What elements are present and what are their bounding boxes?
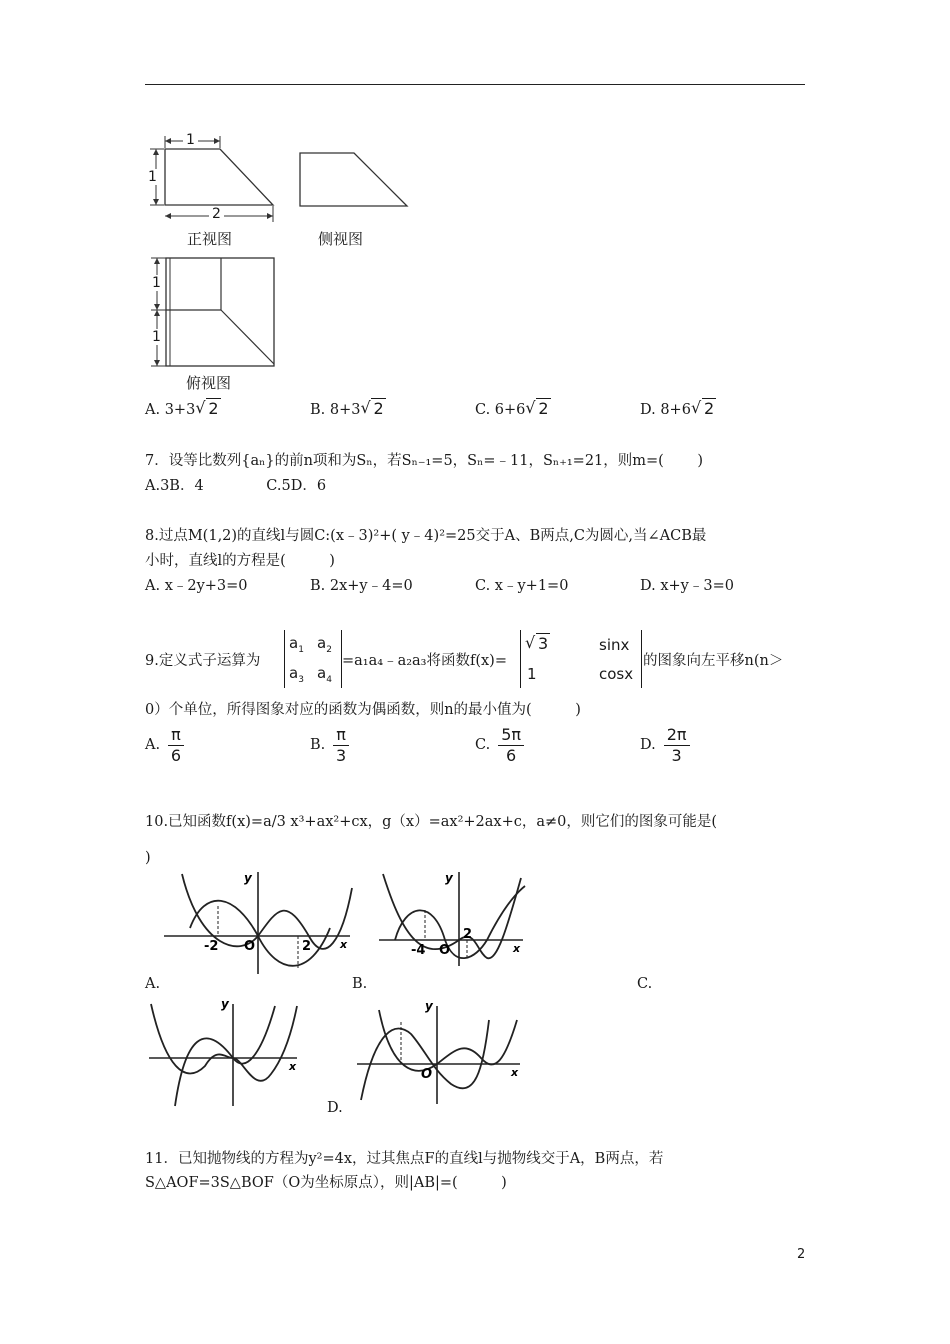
front-dim-bottom: 2 [209,206,224,222]
q9-determinant-definition: $a_1$ $a_2$ $a_3$ $a_4$ [284,630,342,688]
q7-stem: 7．设等比数列{aₙ}的前n项和为Sₙ，若Sₙ₋₁=5，Sₙ=﹣11，Sₙ₊₁=21，则m=( ) [145,453,704,469]
top-view-figure [140,252,280,370]
front-dim-top: 1 [183,132,198,148]
graph-b-origin: O [439,943,451,958]
q9-option-d: D. $\frac{2\pi}{3}$ [640,723,690,767]
graph-d-y-label: y [425,999,433,1013]
graph-a-origin: O [244,939,256,954]
q9-option-c: C. $\frac{5\pi}{6}$ [475,723,524,767]
front-view-label: 正视图 [187,230,233,248]
q9-option-a: A. $\frac{\pi}{6}$ [145,723,184,767]
graph-a [160,868,355,978]
q9-prefix: 9.定义式子运算为 [145,653,261,669]
q11-stem-line1: 11．已知抛物线的方程为y²=4x，过其焦点F的直线l与抛物线交于A，B两点，若 [145,1151,664,1167]
graph-b-x-label: x [513,942,521,955]
q8-option-d: D. x+y﹣3=0 [640,578,734,594]
side-view-figure [298,150,410,210]
page-number: 2 [797,1247,806,1262]
top-dim-lower: 1 [152,329,161,345]
q8-option-a: A. x﹣2y+3=0 [145,578,248,594]
top-dim-upper: 1 [152,275,161,291]
graph-d-x-label: x [511,1066,519,1079]
q10-stem-line1: 10.已知函数f(x)=a/3 x³+ax²+cx，g（x）=ax²+2ax+c，a≠0，则它们的图象可能是( [145,814,718,830]
graph-b-y-label: y [445,871,453,885]
graph-b-tick-neg4: -4 [411,943,426,958]
q9-suffix: 的图象向左平移n(n＞ [643,653,784,669]
q8-stem-line1: 8.过点M(1,2)的直线l与圆C:(x﹣3)²+( y﹣4)²=25交于A、B两点,C为圆心,当∠ACB最 [145,528,707,544]
q6-option-a: A. 3+3√ 2 [145,399,221,420]
graph-b [375,868,530,968]
q8-option-c: C. x﹣y+1=0 [475,578,569,594]
q6-option-b: B. 8+3√ 2 [310,399,386,420]
q6-option-d: D. 8+6√ 2 [640,399,716,420]
side-view-label: 侧视图 [318,230,364,248]
q9-middle: =a₁a₄﹣a₂a₃将函数f(x)= [342,653,507,669]
q9-stem-line2: 0）个单位，所得图象对应的函数为偶函数，则n的最小值为( ) [145,702,581,718]
graph-d-origin: O [421,1067,433,1082]
top-view-label: 俯视图 [186,374,232,392]
q10-label-d: D. [327,1100,343,1116]
graph-a-y-label: y [244,871,252,885]
q10-label-b: B. [352,976,368,992]
q11-stem-line2: S△AOF=3S△BOF（O为坐标原点），则|AB|=( ) [145,1175,507,1191]
q7-options: A.3B．4 C.5D．6 [145,478,327,494]
q9-determinant-function: √ 3 sinx 1 cosx [520,630,642,688]
graph-d [355,1000,525,1108]
q10-label-a: A. [145,976,161,992]
q10-stem-line2: ) [145,850,151,866]
q9-option-b: B. $\frac{\pi}{3}$ [310,723,349,767]
graph-c [145,996,305,1108]
q10-label-c: C. [637,976,653,992]
graph-a-x-label: x [340,938,348,951]
front-dim-height: 1 [148,169,157,185]
graph-a-tick-2: 2 [302,939,312,954]
graph-b-tick-2: 2 [463,927,473,942]
graph-c-y-label: y [221,997,229,1011]
q8-stem-line2: 小时，直线l的方程是( ) [145,553,335,569]
q8-option-b: B. 2x+y﹣4=0 [310,578,413,594]
header-rule [145,84,805,85]
graph-c-x-label: x [289,1060,297,1073]
graph-a-tick-neg2: -2 [204,939,219,954]
q6-option-c: C. 6+6√ 2 [475,399,551,420]
